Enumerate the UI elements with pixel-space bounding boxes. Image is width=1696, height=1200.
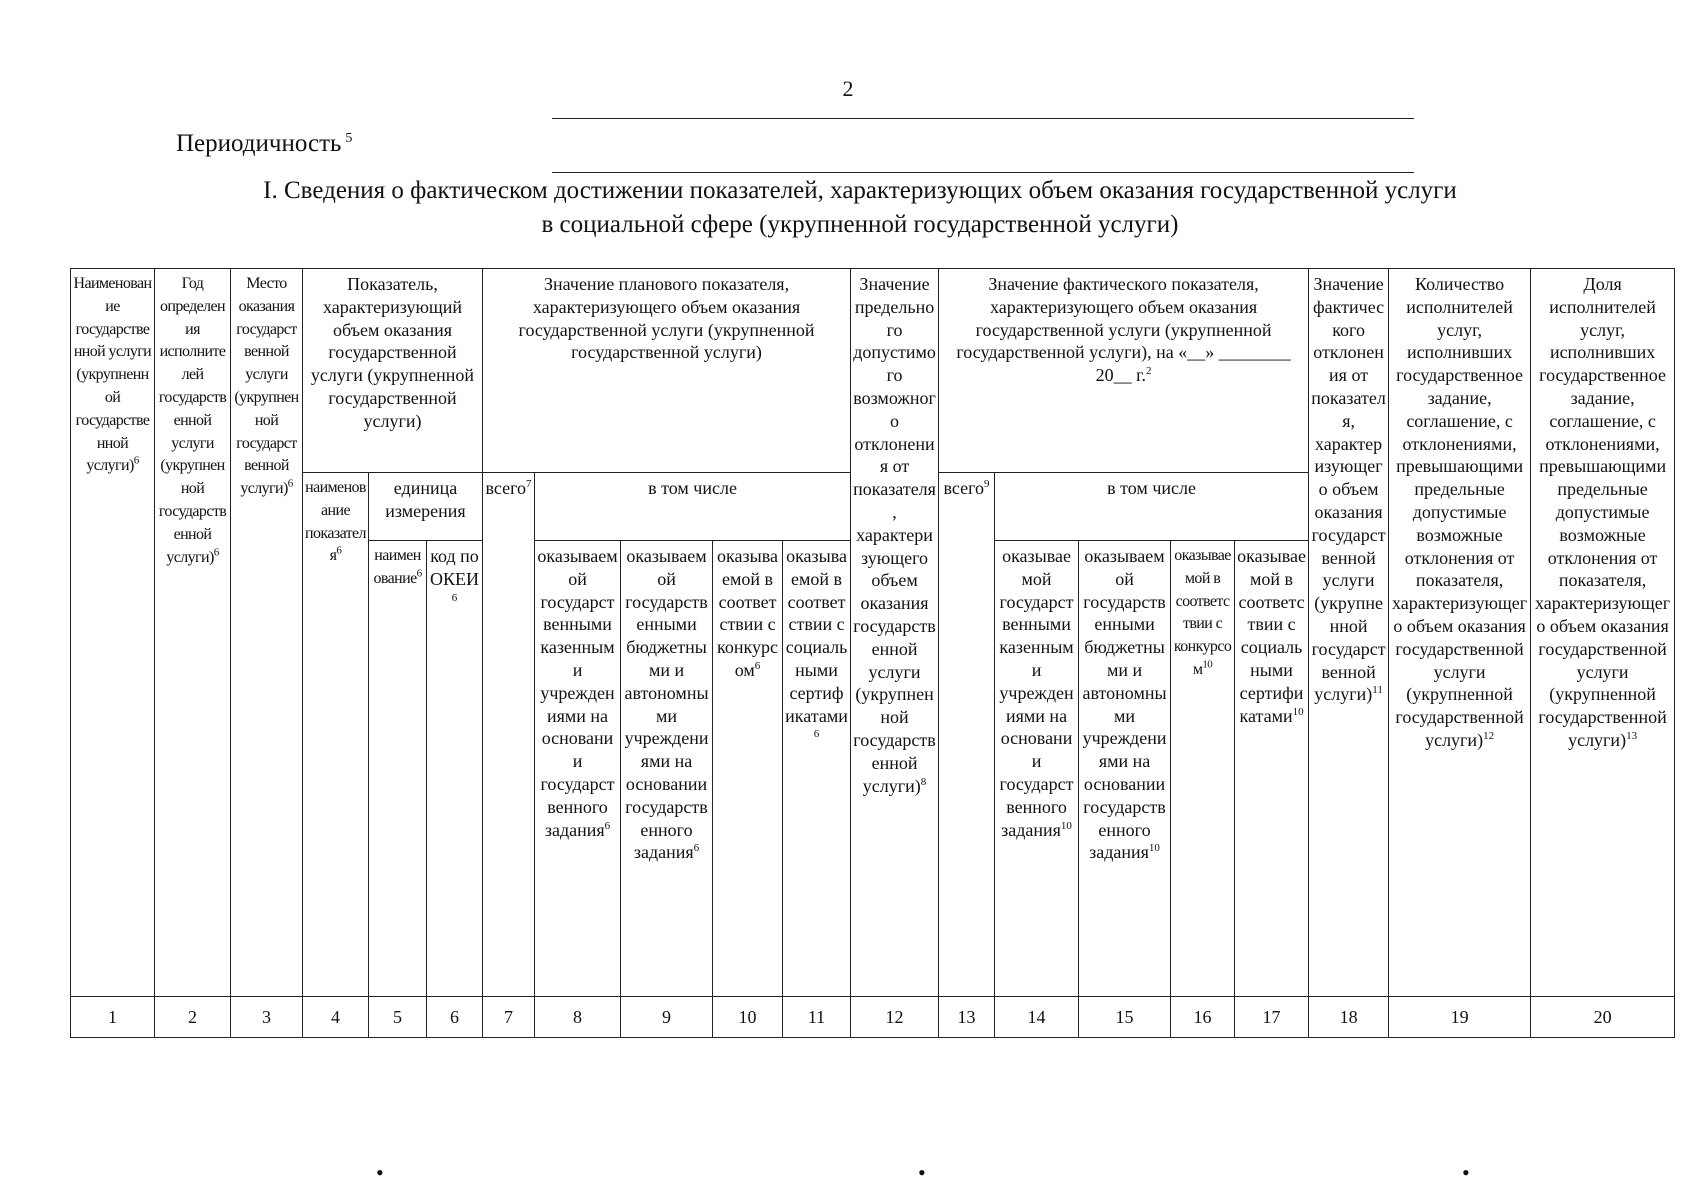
column-number: 3: [231, 997, 303, 1038]
header-unit-of-measure: единица измерения: [369, 473, 483, 541]
column-number: 2: [155, 997, 231, 1038]
column-number: 6: [427, 997, 483, 1038]
header-planned-certificates: оказываемой в соответствии с социальными сертификатами$^6$: [783, 541, 851, 997]
header-actual-budget-institutions: оказываемой государственными бюджетными и автономными учреждениями на основании государственного задания$^{10}$: [1079, 541, 1171, 997]
header-planned-total: всего$^7$: [483, 473, 535, 997]
footer-dot-left: •: [376, 1160, 384, 1185]
column-number: 4: [303, 997, 369, 1038]
page-number: 2: [842, 76, 854, 101]
section-title-line-2: в социальной сфере (укрупненной государственной услуги): [541, 211, 1179, 238]
header-actual-state-institutions: оказываемой государственными казенными учреждениями на основании государственного задания$^{10}$: [995, 541, 1079, 997]
column-number: 18: [1309, 997, 1389, 1038]
header-executors-share: Доля исполнителей услуг, исполнивших государственное задание, соглашение, с отклонениями, превышающими предельные допустимые возможные отклонения от показателя, характеризующего объем оказания государственной услуги (укрупненной государственной услуги)$^{13}$: [1531, 269, 1675, 997]
header-service-name: Наименование государственной услуги (укрупненной государственной услуги)$^6$: [71, 269, 155, 997]
section-title-line-1: I. Сведения о фактическом достижении показателей, характеризующих объем оказания государственной услуги: [263, 177, 1457, 204]
footer-dot-right: •: [1462, 1160, 1470, 1185]
column-number: 7: [483, 997, 535, 1038]
column-number: 10: [713, 997, 783, 1038]
header-year-of-determination: Год определения исполнителей государственной услуги (укрупненной государственной услуги)$^6$: [155, 269, 231, 997]
header-max-deviation: Значение предельного допустимого возможного отклонения от показателя, характеризующего объем оказания государственной услуги (укрупненной государственной услуги)$^8$: [851, 269, 939, 997]
header-indicator-group: Показатель, характеризующий объем оказания государственной услуги (укрупненной государственной услуги): [303, 269, 483, 473]
column-number: 16: [1171, 997, 1235, 1038]
periodicity-label: [176, 130, 352, 158]
header-okei-code: код по ОКЕИ$^6$: [427, 541, 483, 997]
header-actual-including: в том числе: [995, 473, 1309, 541]
column-number: 9: [621, 997, 713, 1038]
header-rule-bottom: [552, 172, 1414, 173]
header-planned-budget-institutions: оказываемой государственными бюджетными и автономными учреждениями на основании государственного задания$^6$: [621, 541, 713, 997]
header-actual-value-group: Значение фактического показателя, характеризующего объем оказания государственной услуги (укрупненной государственной услуги), на «__» ________ 20__ г.$^2$: [939, 269, 1309, 473]
column-number: 12: [851, 997, 939, 1038]
column-number: 20: [1531, 997, 1675, 1038]
column-number: 14: [995, 997, 1079, 1038]
header-place-of-service: Место оказания государственной услуги (укрупненной государственной услуги)$^6$: [231, 269, 303, 997]
column-number: 13: [939, 997, 995, 1038]
periodicity-footnote: 5: [345, 130, 353, 146]
column-number: 11: [783, 997, 851, 1038]
header-planned-state-institutions: оказываемой государственными казенными учреждениями на основании государственного задания$^6$: [535, 541, 621, 997]
header-actual-deviation: Значение фактического отклонения от показателя, характеризующего объем оказания государственной услуги (укрупненной государственной услуги)$^{11}$: [1309, 269, 1389, 997]
header-planned-including: в том числе: [535, 473, 851, 541]
periodicity-text: Периодичность: [176, 130, 342, 157]
section-title: [60, 174, 1660, 242]
header-executors-count: Количество исполнителей услуг, исполнивших государственное задание, соглашение, с отклонениями, превышающими предельные допустимые возможные отклонения от показателя, характеризующего объем оказания государственной услуги (укрупненной государственной услуги)$^{12}$: [1389, 269, 1531, 997]
header-indicator-name: наименование показателя$^6$: [303, 473, 369, 997]
header-actual-total: всего$^9$: [939, 473, 995, 997]
header-planned-value-group: Значение планового показателя, характеризующего объем оказания государственной услуги (укрупненной государственной услуги): [483, 269, 851, 473]
column-number: 17: [1235, 997, 1309, 1038]
header-rule-top: [552, 118, 1414, 119]
column-number-row: [71, 997, 1675, 1038]
column-number: 8: [535, 997, 621, 1038]
column-number: 1: [71, 997, 155, 1038]
column-number: 5: [369, 997, 427, 1038]
header-actual-certificates: оказываемой в соответствии с социальными сертификатами$^{10}$: [1235, 541, 1309, 997]
column-number: 19: [1389, 997, 1531, 1038]
header-planned-competition: оказываемой в соответствии с конкурсом$^6$: [713, 541, 783, 997]
column-number: 15: [1079, 997, 1171, 1038]
header-unit-name: наименование$^6$: [369, 541, 427, 997]
header-actual-competition: оказываемой в соответствии с конкурсом$^{10}$: [1171, 541, 1235, 997]
indicators-table: [70, 268, 1675, 1038]
footer-dot-center: •: [918, 1160, 926, 1185]
